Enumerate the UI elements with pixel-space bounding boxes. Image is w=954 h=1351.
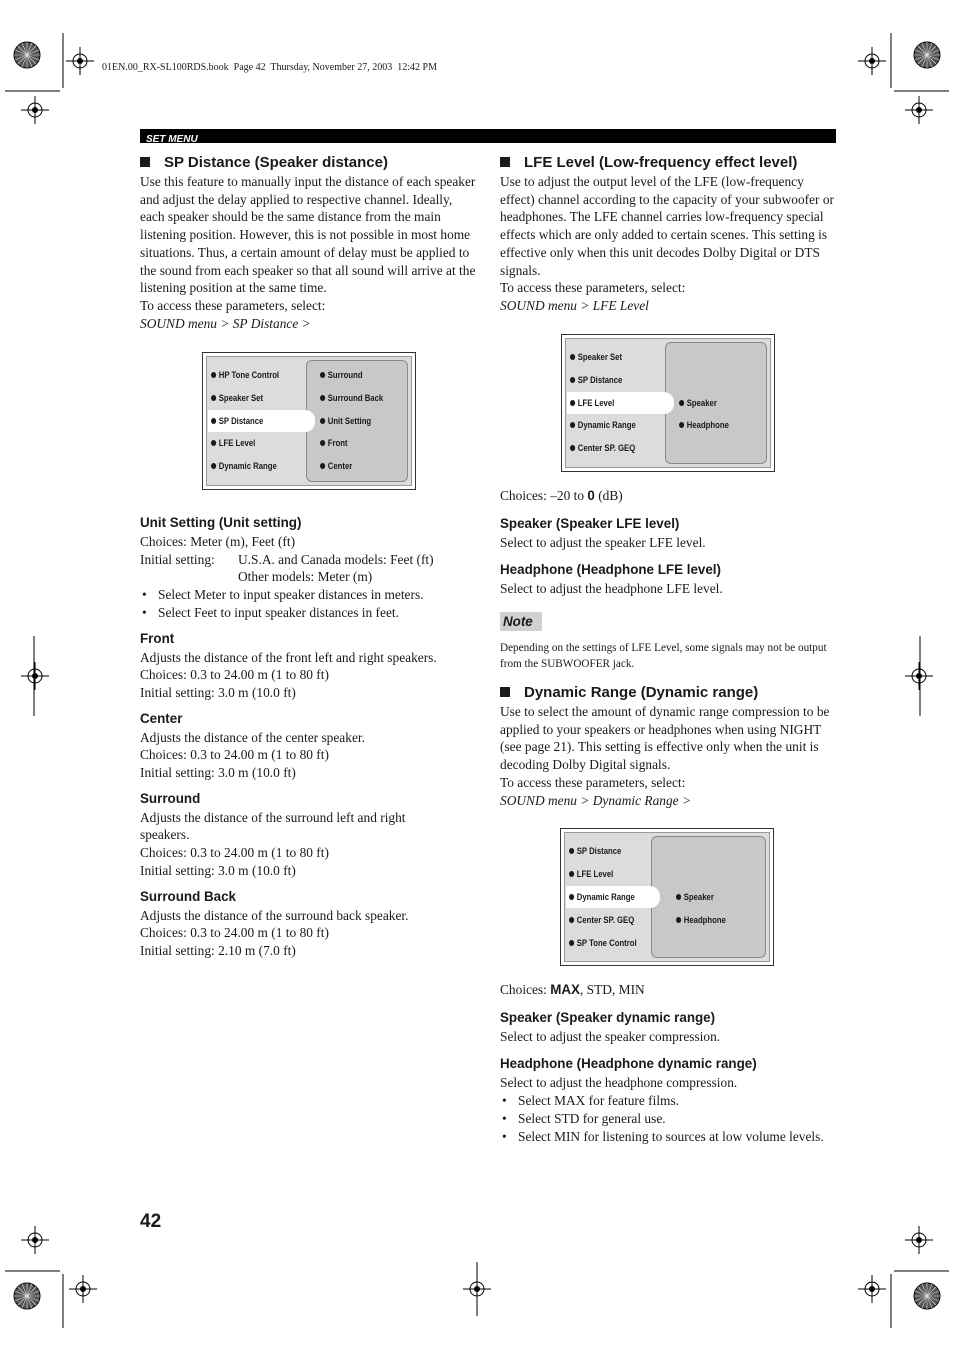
osd-item-sp-distance: SP Distance [211, 415, 263, 427]
list-item: • Select MAX for feature films. [500, 1092, 836, 1110]
sp-distance-path: SOUND menu > SP Distance > [140, 315, 311, 331]
page-number: 42 [140, 1211, 162, 1232]
speaker-dr-heading: Speaker (Speaker dynamic range) [500, 1009, 716, 1025]
note-text: Depending on the settings of LFE Level, some signals may not be output from the SUBWOOFER jack. [500, 642, 827, 670]
center-heading: Center [140, 710, 183, 726]
surround-heading: Surround [140, 790, 201, 806]
surround-back-choices: Choices: 0.3 to 24.00 m (1 to 80 ft) [140, 925, 329, 941]
osd-item-speaker: Speaker [676, 891, 714, 903]
note-label: Note [500, 612, 542, 631]
speaker-dr-text: Select to adjust the speaker compression. [500, 1028, 721, 1044]
unit-setting-initial-other: Other models: Meter (m) [238, 569, 373, 585]
right-column-dynamic [500, 684, 836, 809]
unit-setting-bullets [140, 586, 480, 621]
osd-item-speaker-set: Speaker Set [570, 351, 622, 363]
surround-body [140, 809, 440, 880]
surround-back-body [140, 907, 480, 960]
square-bullet-icon [500, 687, 510, 697]
headphone-dr-heading: Headphone (Headphone dynamic range) [500, 1056, 757, 1072]
osd-item-sp-distance: SP Distance [569, 845, 621, 857]
surround-back-description: Adjusts the distance of the surround back speaker. [140, 907, 409, 923]
center-initial: Initial setting: 3.0 m (10.0 ft) [140, 765, 296, 781]
unit-setting-heading: Unit Setting (Unit setting) [140, 515, 302, 530]
unit-setting-initial-us: U.S.A. and Canada models: Feet (ft) [238, 551, 434, 567]
front-description: Adjusts the distance of the front left and right speakers. [140, 649, 437, 665]
section-header-bar [140, 129, 836, 143]
headphone-dr-bullets [500, 1092, 836, 1145]
osd-item-center: Center [320, 460, 352, 472]
dynamic-range-heading: Dynamic Range (Dynamic range) [500, 684, 836, 702]
section-header-label: SET MENU [146, 134, 198, 145]
dynamic-range-body [500, 703, 836, 809]
list-item: • Select Meter to input speaker distances in meters. [140, 586, 480, 604]
headphone-dr-text: Select to adjust the headphone compression. [500, 1075, 738, 1091]
lfe-level-access: To access these parameters, select: [500, 280, 686, 296]
osd-item-lfe-level: LFE Level [569, 868, 613, 880]
unit-setting-body [140, 533, 480, 622]
right-column-lower [500, 981, 836, 1145]
lfe-level-description: Use to adjust the output level of the LFE (low-frequency effect) channel according to the capacity of your subwoofer or headphones. The LFE channel carries low-frequency special effects which are only added to certain scenes. This setting is effective only when this unit decodes Dolby Digital or DTS signals. [500, 174, 835, 278]
osd-item-center-sp-geq: Center SP. GEQ [570, 442, 635, 454]
osd-item-lfe-level: LFE Level [570, 397, 614, 409]
osd-item-dynamic-range: Dynamic Range [569, 891, 635, 903]
osd-item-dynamic-range: Dynamic Range [211, 460, 277, 472]
sp-distance-access: To access these parameters, select: [140, 297, 326, 313]
front-initial: Initial setting: 3.0 m (10.0 ft) [140, 684, 296, 700]
right-column [500, 154, 836, 315]
osd-item-lfe-level: LFE Level [211, 437, 255, 449]
osd-item-hp-tone-control: HP Tone Control [211, 369, 279, 381]
surround-back-initial: Initial setting: 2.10 m (7.0 ft) [140, 942, 296, 958]
dynamic-range-access: To access these parameters, select: [500, 774, 686, 790]
osd-item-speaker-set: Speaker Set [211, 392, 263, 404]
osd-item-dynamic-range: Dynamic Range [570, 419, 636, 431]
dr-choices: Choices: MAX, STD, MIN [500, 982, 645, 997]
sp-distance-body [140, 173, 480, 332]
square-bullet-icon [500, 157, 510, 167]
lfe-level-path: SOUND menu > LFE Level [500, 297, 649, 313]
surround-description: Adjusts the distance of the surround left and right speakers. [140, 809, 406, 843]
surround-back-heading: Surround Back [140, 888, 236, 904]
square-bullet-icon [140, 157, 150, 167]
osd-item-headphone: Headphone [676, 914, 726, 926]
left-column-lower [140, 514, 480, 960]
osd-sp-distance [202, 352, 416, 490]
list-item: • Select Feet to input speaker distances in feet. [140, 604, 480, 622]
osd-item-surround: Surround [320, 369, 363, 381]
osd-item-front: Front [320, 437, 348, 449]
headphone-lfe-text: Select to adjust the headphone LFE level. [500, 581, 723, 597]
dynamic-range-description: Use to select the amount of dynamic range compression to be applied to your speakers or headphones when using NIGHT (see page 21). This setting is effective only when the unit is decoding Dolby Digital signals. [500, 704, 830, 773]
dynamic-range-path: SOUND menu > Dynamic Range > [500, 792, 691, 808]
lfe-level-body [500, 173, 836, 315]
osd-dynamic-range [560, 828, 774, 966]
osd-item-sp-tone-control: SP Tone Control [569, 937, 637, 949]
speaker-lfe-heading: Speaker (Speaker LFE level) [500, 515, 680, 531]
print-info: 01EN.00_RX-SL100RDS.book Page 42 Thursday, November 27, 2003 12:42 PM [102, 62, 437, 73]
left-column [140, 154, 480, 332]
osd-item-center-sp-geq: Center SP. GEQ [569, 914, 634, 926]
unit-setting-initial-label: Initial setting: [140, 551, 215, 567]
unit-setting-choices: Choices: Meter (m), Feet (ft) [140, 534, 296, 549]
speaker-lfe-text: Select to adjust the speaker LFE level. [500, 534, 706, 550]
front-choices: Choices: 0.3 to 24.00 m (1 to 80 ft) [140, 667, 329, 683]
front-body [140, 649, 480, 702]
lfe-level-heading: LFE Level (Low-frequency effect level) [500, 154, 836, 172]
osd-item-speaker: Speaker [679, 397, 717, 409]
osd-lfe-level [561, 334, 775, 472]
osd-item-headphone: Headphone [679, 419, 729, 431]
headphone-dr-body [500, 1074, 836, 1145]
osd-item-sp-distance: SP Distance [570, 374, 622, 386]
surround-choices: Choices: 0.3 to 24.00 m (1 to 80 ft) [140, 845, 329, 861]
sp-distance-description: Use this feature to manually input the distance of each speaker and adjust the delay applied to respective channel. Ideally, each speaker should be the same distance from the main listening position. However, this is not possible in most home situations. Thus, a certain amount of delay must be applied to the sound from each speaker so that all sound will arrive at the listening position at the same time. [140, 174, 476, 296]
surround-initial: Initial setting: 3.0 m (10.0 ft) [140, 862, 296, 878]
front-heading: Front [140, 630, 175, 646]
sp-distance-heading: SP Distance (Speaker distance) [140, 154, 480, 172]
center-description: Adjusts the distance of the center speaker. [140, 729, 365, 745]
center-choices: Choices: 0.3 to 24.00 m (1 to 80 ft) [140, 747, 329, 763]
right-column-middle [500, 487, 836, 598]
center-body [140, 729, 480, 782]
list-item: • Select STD for general use. [500, 1110, 836, 1128]
lfe-choices: Choices: –20 to 0 (dB) [500, 488, 623, 503]
osd-item-unit-setting: Unit Setting [320, 415, 371, 427]
osd-item-surround-back: Surround Back [320, 392, 383, 404]
list-item: • Select MIN for listening to sources at low volume levels. [500, 1128, 836, 1146]
headphone-lfe-heading: Headphone (Headphone LFE level) [500, 562, 721, 578]
